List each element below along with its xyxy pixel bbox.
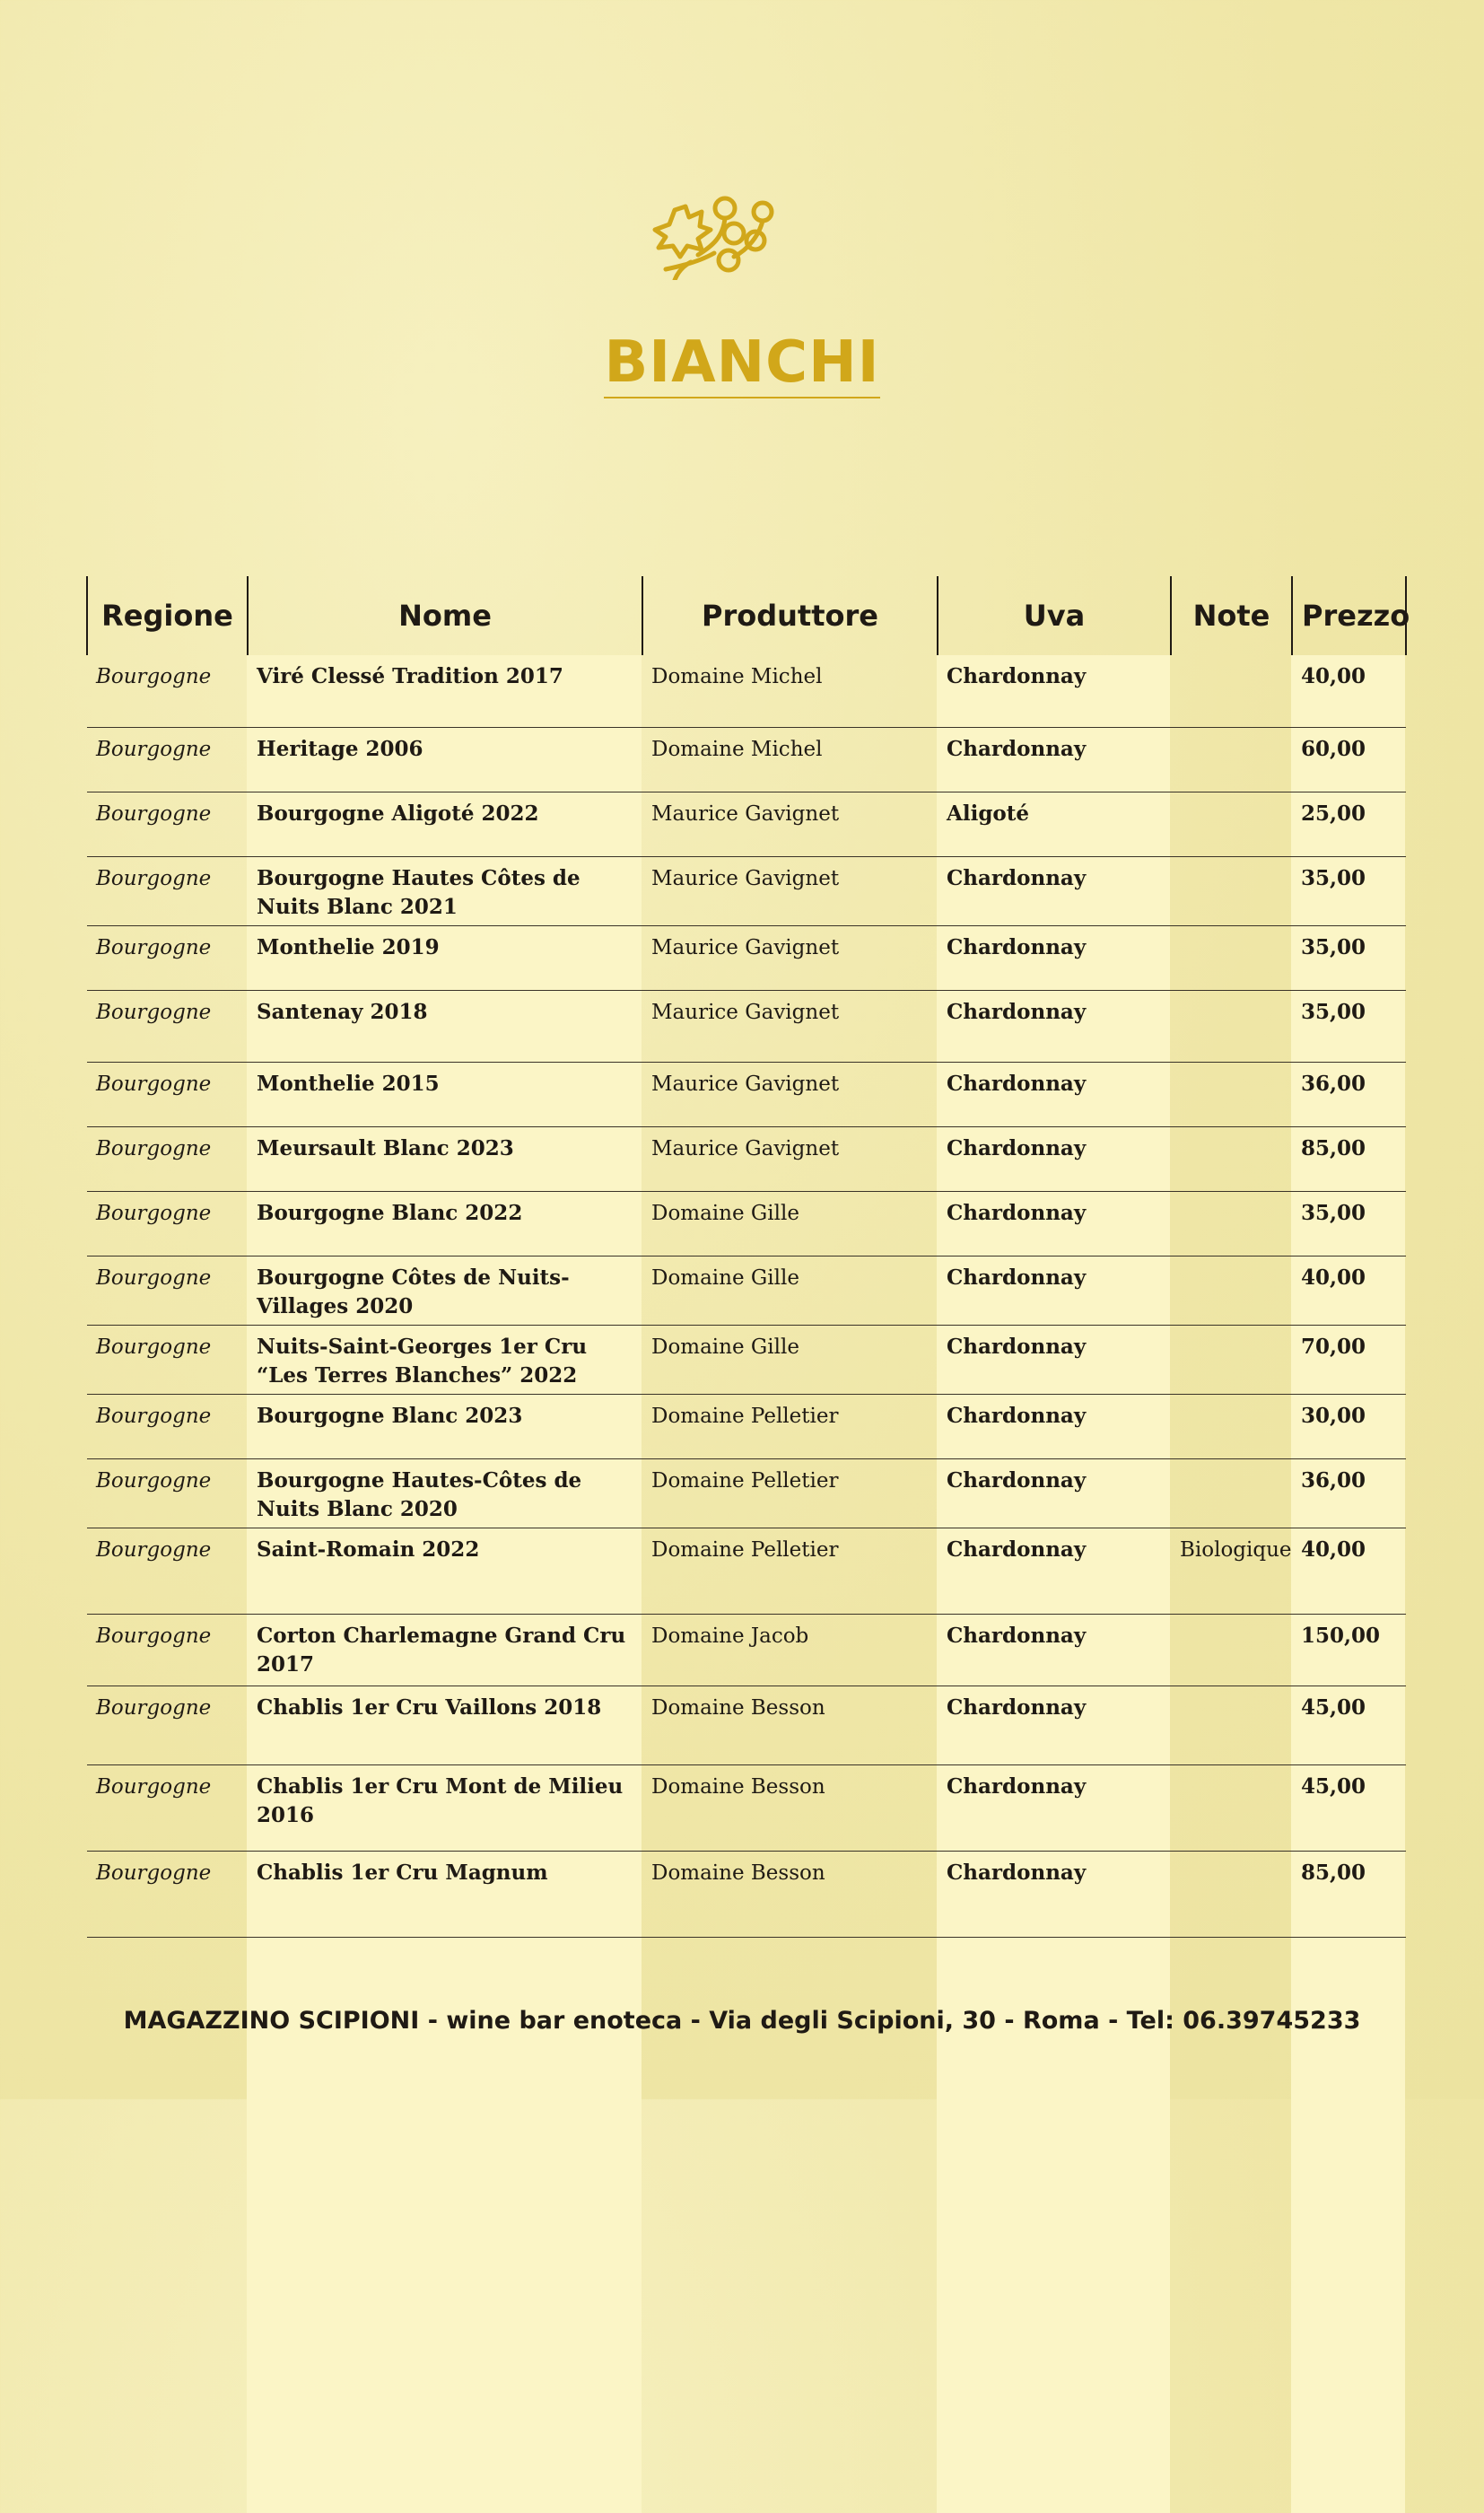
cell-uva: Chardonnay bbox=[938, 1325, 1171, 1394]
cell-note bbox=[1171, 990, 1292, 1062]
table-row bbox=[87, 792, 1406, 856]
cell-regione: Bourgogne bbox=[87, 1394, 248, 1458]
cell-produttore: Domaine Pelletier bbox=[642, 1394, 938, 1458]
title-text: BIANCHI bbox=[604, 334, 879, 398]
cell-uva: Chardonnay bbox=[938, 1614, 1171, 1686]
cell-prezzo: 70,00 bbox=[1292, 1325, 1406, 1394]
cell-prezzo: 35,00 bbox=[1292, 1191, 1406, 1256]
footer-address: MAGAZZINO SCIPIONI - wine bar enoteca - Via degli Scipioni, 30 - Roma - Tel: 06.39745233 bbox=[123, 2007, 1361, 2035]
cell-note bbox=[1171, 1191, 1292, 1256]
cell-produttore: Domaine Michel bbox=[642, 727, 938, 792]
cell-prezzo: 150,00 bbox=[1292, 1614, 1406, 1686]
cell-produttore: Maurice Gavignet bbox=[642, 1062, 938, 1126]
table-row bbox=[87, 1458, 1406, 1528]
section-title bbox=[0, 329, 1484, 398]
cell-note bbox=[1171, 1764, 1292, 1851]
cell-produttore: Domaine Gille bbox=[642, 1325, 938, 1394]
cell-nome: Monthelie 2019 bbox=[248, 925, 642, 990]
col-header-regione: Regione bbox=[87, 576, 248, 655]
cell-note bbox=[1171, 1126, 1292, 1191]
cell-uva: Chardonnay bbox=[938, 1458, 1171, 1528]
cell-nome: Nuits-Saint-Georges 1er Cru “Les Terres Blanches” 2022 bbox=[248, 1325, 642, 1394]
cell-produttore: Domaine Besson bbox=[642, 1764, 938, 1851]
wine-table bbox=[86, 576, 1410, 1938]
cell-prezzo: 40,00 bbox=[1292, 655, 1406, 727]
cell-produttore: Domaine Pelletier bbox=[642, 1458, 938, 1528]
table-row bbox=[87, 990, 1406, 1062]
cell-nome: Bourgogne Côtes de Nuits-Villages 2020 bbox=[248, 1256, 642, 1325]
cell-note bbox=[1171, 1325, 1292, 1394]
cell-prezzo: 45,00 bbox=[1292, 1686, 1406, 1764]
table-row bbox=[87, 1256, 1406, 1325]
cell-produttore: Maurice Gavignet bbox=[642, 792, 938, 856]
cell-prezzo: 85,00 bbox=[1292, 1126, 1406, 1191]
cell-nome: Bourgogne Hautes Côtes de Nuits Blanc 2021 bbox=[248, 856, 642, 925]
table-row bbox=[87, 1126, 1406, 1191]
cell-produttore: Domaine Besson bbox=[642, 1851, 938, 1937]
cell-produttore: Maurice Gavignet bbox=[642, 925, 938, 990]
cell-regione: Bourgogne bbox=[87, 1686, 248, 1764]
cell-note: Biologique bbox=[1171, 1528, 1292, 1614]
cell-note bbox=[1171, 1394, 1292, 1458]
table-row bbox=[87, 925, 1406, 990]
cell-regione: Bourgogne bbox=[87, 655, 248, 727]
cell-note bbox=[1171, 727, 1292, 792]
cell-uva: Chardonnay bbox=[938, 925, 1171, 990]
col-header-prezzo: Prezzo bbox=[1292, 576, 1406, 655]
table-row bbox=[87, 1686, 1406, 1764]
table-row bbox=[87, 1851, 1406, 1937]
cell-note bbox=[1171, 1686, 1292, 1764]
cell-regione: Bourgogne bbox=[87, 1256, 248, 1325]
cell-prezzo: 60,00 bbox=[1292, 727, 1406, 792]
cell-uva: Chardonnay bbox=[938, 1191, 1171, 1256]
cell-prezzo: 35,00 bbox=[1292, 856, 1406, 925]
cell-uva: Chardonnay bbox=[938, 990, 1171, 1062]
table-row bbox=[87, 1394, 1406, 1458]
cell-produttore: Domaine Michel bbox=[642, 655, 938, 727]
cell-prezzo: 40,00 bbox=[1292, 1256, 1406, 1325]
cell-regione: Bourgogne bbox=[87, 792, 248, 856]
cell-uva: Chardonnay bbox=[938, 655, 1171, 727]
table-row bbox=[87, 1528, 1406, 1614]
cell-prezzo: 36,00 bbox=[1292, 1458, 1406, 1528]
table-row bbox=[87, 1614, 1406, 1686]
cell-note bbox=[1171, 1062, 1292, 1126]
cell-produttore: Domaine Pelletier bbox=[642, 1528, 938, 1614]
table-row bbox=[87, 727, 1406, 792]
cell-nome: Bourgogne Hautes-Côtes de Nuits Blanc 2020 bbox=[248, 1458, 642, 1528]
col-header-nome: Nome bbox=[248, 576, 642, 655]
cell-produttore: Domaine Besson bbox=[642, 1686, 938, 1764]
cell-regione: Bourgogne bbox=[87, 1764, 248, 1851]
header-row bbox=[87, 576, 1406, 655]
cell-regione: Bourgogne bbox=[87, 1528, 248, 1614]
table-row bbox=[87, 856, 1406, 925]
cell-nome: Monthelie 2015 bbox=[248, 1062, 642, 1126]
cell-note bbox=[1171, 655, 1292, 727]
cell-nome: Heritage 2006 bbox=[248, 727, 642, 792]
cell-produttore: Maurice Gavignet bbox=[642, 1126, 938, 1191]
cell-nome: Bourgogne Aligoté 2022 bbox=[248, 792, 642, 856]
table-row bbox=[87, 1191, 1406, 1256]
table-row bbox=[87, 655, 1406, 727]
cell-uva: Chardonnay bbox=[938, 1851, 1171, 1937]
cell-regione: Bourgogne bbox=[87, 990, 248, 1062]
cell-regione: Bourgogne bbox=[87, 1126, 248, 1191]
cell-prezzo: 85,00 bbox=[1292, 1851, 1406, 1937]
cell-regione: Bourgogne bbox=[87, 1851, 248, 1937]
cell-regione: Bourgogne bbox=[87, 727, 248, 792]
cell-nome: Corton Charlemagne Grand Cru 2017 bbox=[248, 1614, 642, 1686]
cell-prezzo: 35,00 bbox=[1292, 925, 1406, 990]
cell-note bbox=[1171, 1256, 1292, 1325]
cell-produttore: Domaine Gille bbox=[642, 1256, 938, 1325]
cell-uva: Chardonnay bbox=[938, 1686, 1171, 1764]
cell-prezzo: 35,00 bbox=[1292, 990, 1406, 1062]
cell-uva: Chardonnay bbox=[938, 1394, 1171, 1458]
cell-uva: Chardonnay bbox=[938, 1256, 1171, 1325]
col-header-note: Note bbox=[1171, 576, 1292, 655]
cell-uva: Chardonnay bbox=[938, 856, 1171, 925]
cell-nome: Meursault Blanc 2023 bbox=[248, 1126, 642, 1191]
cell-note bbox=[1171, 1851, 1292, 1937]
cell-note bbox=[1171, 792, 1292, 856]
cell-prezzo: 40,00 bbox=[1292, 1528, 1406, 1614]
wine-table-container bbox=[86, 576, 1410, 1938]
cell-nome: Chablis 1er Cru Magnum bbox=[248, 1851, 642, 1937]
cell-nome: Bourgogne Blanc 2022 bbox=[248, 1191, 642, 1256]
cell-regione: Bourgogne bbox=[87, 1458, 248, 1528]
cell-prezzo: 30,00 bbox=[1292, 1394, 1406, 1458]
cell-nome: Saint-Romain 2022 bbox=[248, 1528, 642, 1614]
cell-note bbox=[1171, 925, 1292, 990]
cell-produttore: Maurice Gavignet bbox=[642, 856, 938, 925]
cell-regione: Bourgogne bbox=[87, 1325, 248, 1394]
cell-nome: Chablis 1er Cru Mont de Milieu 2016 bbox=[248, 1764, 642, 1851]
cell-uva: Chardonnay bbox=[938, 1062, 1171, 1126]
cell-uva: Chardonnay bbox=[938, 727, 1171, 792]
cell-regione: Bourgogne bbox=[87, 1062, 248, 1126]
cell-nome: Chablis 1er Cru Vaillons 2018 bbox=[248, 1686, 642, 1764]
grape-vine-icon bbox=[648, 190, 782, 280]
cell-note bbox=[1171, 1458, 1292, 1528]
cell-prezzo: 45,00 bbox=[1292, 1764, 1406, 1851]
cell-prezzo: 25,00 bbox=[1292, 792, 1406, 856]
cell-note bbox=[1171, 1614, 1292, 1686]
cell-produttore: Maurice Gavignet bbox=[642, 990, 938, 1062]
cell-uva: Chardonnay bbox=[938, 1528, 1171, 1614]
col-header-uva: Uva bbox=[938, 576, 1171, 655]
cell-produttore: Domaine Jacob bbox=[642, 1614, 938, 1686]
cell-uva: Chardonnay bbox=[938, 1126, 1171, 1191]
cell-regione: Bourgogne bbox=[87, 856, 248, 925]
cell-nome: Santenay 2018 bbox=[248, 990, 642, 1062]
table-row bbox=[87, 1325, 1406, 1394]
cell-prezzo: 36,00 bbox=[1292, 1062, 1406, 1126]
table-row bbox=[87, 1062, 1406, 1126]
cell-note bbox=[1171, 856, 1292, 925]
cell-nome: Bourgogne Blanc 2023 bbox=[248, 1394, 642, 1458]
table-row bbox=[87, 1764, 1406, 1851]
col-header-produttore: Produttore bbox=[642, 576, 938, 655]
cell-nome: Viré Clessé Tradition 2017 bbox=[248, 655, 642, 727]
cell-produttore: Domaine Gille bbox=[642, 1191, 938, 1256]
cell-uva: Chardonnay bbox=[938, 1764, 1171, 1851]
cell-regione: Bourgogne bbox=[87, 1614, 248, 1686]
cell-regione: Bourgogne bbox=[87, 1191, 248, 1256]
cell-regione: Bourgogne bbox=[87, 925, 248, 990]
cell-uva: Aligoté bbox=[938, 792, 1171, 856]
